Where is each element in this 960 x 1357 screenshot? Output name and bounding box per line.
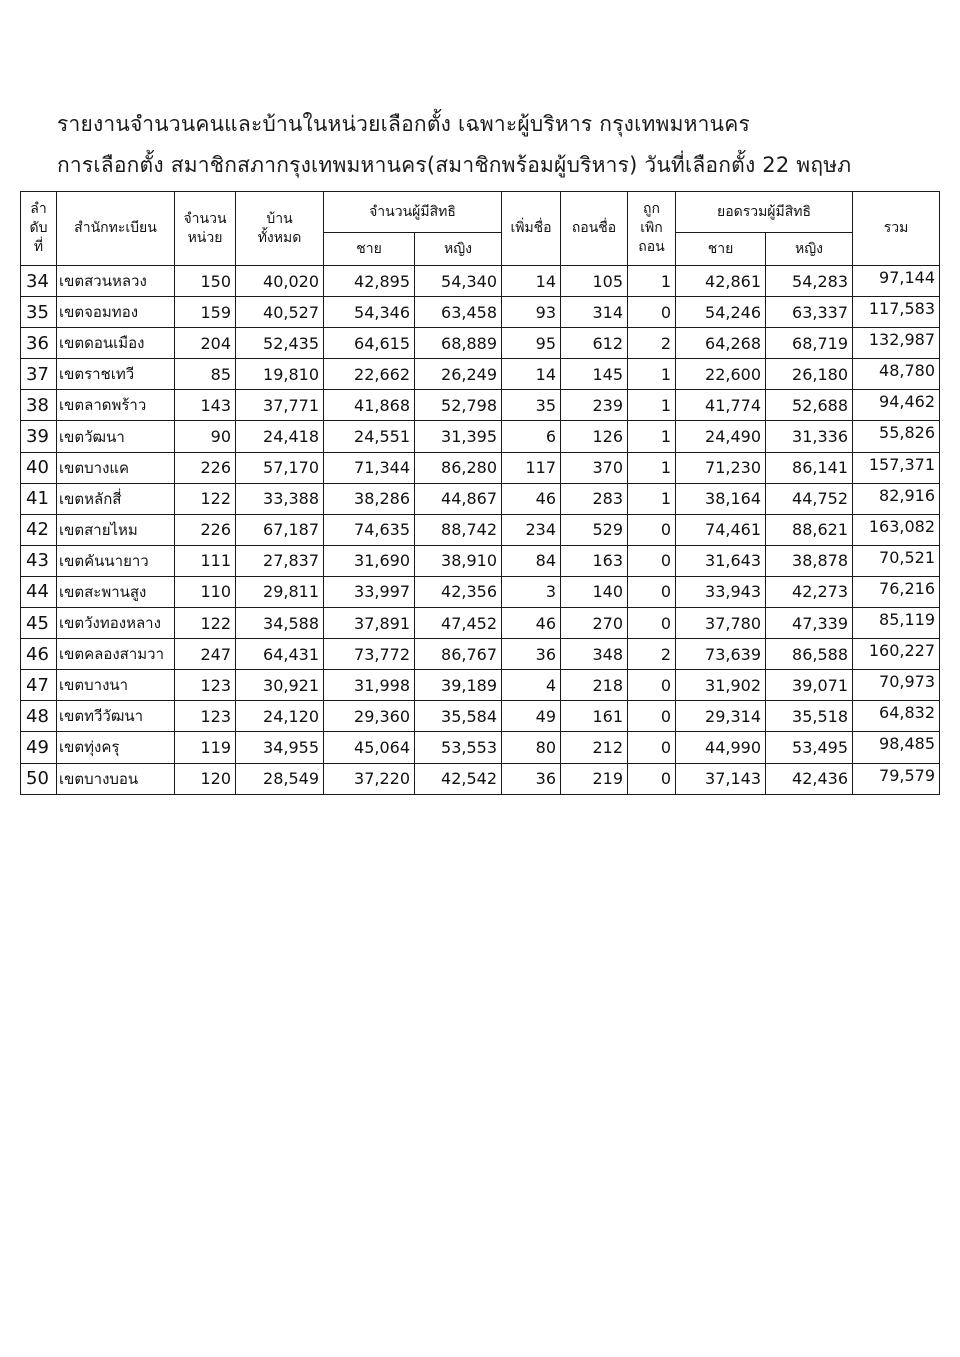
col-header-male: ชาย (324, 233, 415, 266)
cell-added: 49 (502, 701, 561, 732)
cell-added: 80 (502, 732, 561, 763)
cell-total: 117,583 (853, 297, 940, 328)
houses-header-line2: ทั้งหมด (257, 229, 302, 246)
cell-units: 226 (175, 514, 236, 545)
cell-units: 247 (175, 639, 236, 670)
cell-houses: 33,388 (236, 483, 324, 514)
col-header-added: เพิ่มชื่อ (502, 192, 561, 266)
col-header-female: หญิง (415, 233, 502, 266)
cell-houses: 37,771 (236, 390, 324, 421)
cell-male: 74,635 (324, 514, 415, 545)
cell-office: เขตสายไหม (57, 514, 175, 545)
cell-removed: 218 (561, 670, 628, 701)
cell-male: 37,891 (324, 608, 415, 639)
houses-header-line1: บ้าน (266, 210, 293, 227)
cell-total-female: 35,518 (766, 701, 853, 732)
cell-total: 70,521 (853, 545, 940, 576)
cell-removed: 145 (561, 359, 628, 390)
cell-total-male: 42,861 (676, 266, 766, 297)
table-row (21, 483, 940, 514)
cell-total-male: 29,314 (676, 701, 766, 732)
col-header-units (175, 192, 236, 266)
cell-female: 86,280 (415, 452, 502, 483)
cell-total: 157,371 (853, 452, 940, 483)
cell-total: 94,462 (853, 390, 940, 421)
cell-total: 55,826 (853, 421, 940, 452)
cell-male: 71,344 (324, 452, 415, 483)
cell-total-male: 73,639 (676, 639, 766, 670)
cell-office: เขตทุ่งครุ (57, 732, 175, 763)
cell-houses: 24,120 (236, 701, 324, 732)
cell-added: 36 (502, 763, 561, 794)
cell-male: 38,286 (324, 483, 415, 514)
cell-male: 22,662 (324, 359, 415, 390)
table-row (21, 359, 940, 390)
cell-no: 35 (21, 297, 57, 328)
cell-total-male: 37,780 (676, 608, 766, 639)
cell-female: 68,889 (415, 328, 502, 359)
registration-table (20, 191, 940, 795)
cell-revoked: 2 (628, 639, 676, 670)
table-row (21, 390, 940, 421)
col-header-total: รวม (853, 192, 940, 266)
cell-units: 122 (175, 608, 236, 639)
cell-male: 31,690 (324, 545, 415, 576)
cell-male: 31,998 (324, 670, 415, 701)
cell-no: 37 (21, 359, 57, 390)
cell-total-female: 86,588 (766, 639, 853, 670)
cell-added: 14 (502, 266, 561, 297)
cell-office: เขตหลักสี่ (57, 483, 175, 514)
cell-added: 93 (502, 297, 561, 328)
cell-added: 95 (502, 328, 561, 359)
table-row (21, 670, 940, 701)
table-body (21, 266, 940, 795)
cell-units: 120 (175, 763, 236, 794)
cell-female: 31,395 (415, 421, 502, 452)
col-header-houses (236, 192, 324, 266)
cell-male: 64,615 (324, 328, 415, 359)
cell-female: 42,356 (415, 576, 502, 607)
cell-removed: 105 (561, 266, 628, 297)
cell-total: 97,144 (853, 266, 940, 297)
cell-units: 122 (175, 483, 236, 514)
cell-added: 6 (502, 421, 561, 452)
cell-total-female: 42,436 (766, 763, 853, 794)
cell-removed: 212 (561, 732, 628, 763)
cell-houses: 27,837 (236, 545, 324, 576)
report-subtitle: การเลือกตั้ง สมาชิกสภากรุงเทพมหานคร(สมาชิกพร้อมผู้บริหาร) วันที่เลือกตั้ง 22 พฤษภ (57, 153, 852, 177)
cell-male: 33,997 (324, 576, 415, 607)
cell-houses: 40,020 (236, 266, 324, 297)
table-row (21, 421, 940, 452)
cell-revoked: 0 (628, 670, 676, 701)
cell-houses: 52,435 (236, 328, 324, 359)
cell-revoked: 1 (628, 421, 676, 452)
cell-female: 52,798 (415, 390, 502, 421)
cell-total-male: 64,268 (676, 328, 766, 359)
table-row (21, 732, 940, 763)
cell-revoked: 0 (628, 297, 676, 328)
col-header-seq (21, 192, 57, 266)
table-row (21, 545, 940, 576)
cell-female: 54,340 (415, 266, 502, 297)
cell-houses: 40,527 (236, 297, 324, 328)
seq-header-line2: ดับ (29, 220, 48, 236)
cell-added: 35 (502, 390, 561, 421)
cell-office: เขตบางบอน (57, 763, 175, 794)
cell-removed: 239 (561, 390, 628, 421)
cell-no: 42 (21, 514, 57, 545)
cell-units: 90 (175, 421, 236, 452)
col-header-revoked (628, 192, 676, 266)
cell-total: 85,119 (853, 608, 940, 639)
cell-revoked: 0 (628, 763, 676, 794)
cell-no: 45 (21, 608, 57, 639)
cell-female: 88,742 (415, 514, 502, 545)
seq-header-line1: ลำ (30, 201, 47, 217)
cell-revoked: 0 (628, 514, 676, 545)
cell-total: 76,216 (853, 576, 940, 607)
cell-office: เขตลาดพร้าว (57, 390, 175, 421)
cell-houses: 67,187 (236, 514, 324, 545)
cell-total-female: 47,339 (766, 608, 853, 639)
cell-male: 37,220 (324, 763, 415, 794)
cell-total-female: 54,283 (766, 266, 853, 297)
cell-total-female: 31,336 (766, 421, 853, 452)
cell-added: 3 (502, 576, 561, 607)
cell-revoked: 0 (628, 732, 676, 763)
cell-total-female: 53,495 (766, 732, 853, 763)
cell-total-female: 68,719 (766, 328, 853, 359)
cell-female: 63,458 (415, 297, 502, 328)
col-header-office: สำนักทะเบียน (57, 192, 175, 266)
cell-female: 39,189 (415, 670, 502, 701)
cell-total-male: 31,902 (676, 670, 766, 701)
seq-header-line3: ที่ (33, 239, 44, 255)
cell-office: เขตจอมทอง (57, 297, 175, 328)
cell-office: เขตบางแค (57, 452, 175, 483)
cell-added: 234 (502, 514, 561, 545)
cell-units: 226 (175, 452, 236, 483)
units-header-line1: จำนวน (183, 210, 227, 227)
table-row (21, 639, 940, 670)
cell-removed: 314 (561, 297, 628, 328)
cell-no: 41 (21, 483, 57, 514)
cell-no: 39 (21, 421, 57, 452)
cell-total: 48,780 (853, 359, 940, 390)
cell-total-male: 38,164 (676, 483, 766, 514)
cell-total-male: 74,461 (676, 514, 766, 545)
cell-total: 70,973 (853, 670, 940, 701)
cell-added: 117 (502, 452, 561, 483)
cell-total-male: 41,774 (676, 390, 766, 421)
cell-units: 110 (175, 576, 236, 607)
cell-total-male: 54,246 (676, 297, 766, 328)
col-header-total-female: หญิง (766, 233, 853, 266)
cell-added: 36 (502, 639, 561, 670)
table-row (21, 266, 940, 297)
cell-revoked: 1 (628, 359, 676, 390)
cell-houses: 28,549 (236, 763, 324, 794)
table-row (21, 297, 940, 328)
cell-total-male: 31,643 (676, 545, 766, 576)
cell-added: 84 (502, 545, 561, 576)
cell-office: เขตวัฒนา (57, 421, 175, 452)
cell-houses: 19,810 (236, 359, 324, 390)
cell-total: 98,485 (853, 732, 940, 763)
cell-no: 34 (21, 266, 57, 297)
table-row (21, 452, 940, 483)
cell-revoked: 2 (628, 328, 676, 359)
cell-total-female: 26,180 (766, 359, 853, 390)
table-row (21, 763, 940, 794)
cell-no: 40 (21, 452, 57, 483)
cell-office: เขตราชเทวี (57, 359, 175, 390)
cell-total-female: 44,752 (766, 483, 853, 514)
cell-removed: 529 (561, 514, 628, 545)
cell-office: เขตคลองสามวา (57, 639, 175, 670)
cell-office: เขตบางนา (57, 670, 175, 701)
cell-units: 111 (175, 545, 236, 576)
cell-no: 43 (21, 545, 57, 576)
report-title: รายงานจำนวนคนและบ้านในหน่วยเลือกตั้ง เฉพาะผู้บริหาร กรุงเทพมหานคร (57, 112, 750, 136)
cell-total-male: 44,990 (676, 732, 766, 763)
cell-male: 41,868 (324, 390, 415, 421)
cell-office: เขตดอนเมือง (57, 328, 175, 359)
cell-male: 42,895 (324, 266, 415, 297)
table-row (21, 514, 940, 545)
cell-female: 53,553 (415, 732, 502, 763)
table-row (21, 328, 940, 359)
revoked-header-line2: เพิก (640, 220, 663, 236)
cell-removed: 161 (561, 701, 628, 732)
cell-units: 123 (175, 701, 236, 732)
cell-total-female: 52,688 (766, 390, 853, 421)
cell-female: 86,767 (415, 639, 502, 670)
cell-units: 204 (175, 328, 236, 359)
col-header-eligible-total: ยอดรวมผู้มีสิทธิ (676, 192, 853, 233)
cell-units: 150 (175, 266, 236, 297)
revoked-header-line3: ถอน (638, 239, 665, 255)
cell-total-male: 33,943 (676, 576, 766, 607)
cell-female: 26,249 (415, 359, 502, 390)
cell-total-female: 39,071 (766, 670, 853, 701)
cell-removed: 163 (561, 545, 628, 576)
cell-female: 44,867 (415, 483, 502, 514)
cell-revoked: 0 (628, 701, 676, 732)
cell-male: 24,551 (324, 421, 415, 452)
cell-office: เขตสะพานสูง (57, 576, 175, 607)
cell-removed: 140 (561, 576, 628, 607)
cell-total-male: 24,490 (676, 421, 766, 452)
col-header-eligible: จำนวนผู้มีสิทธิ (324, 192, 502, 233)
cell-no: 48 (21, 701, 57, 732)
cell-added: 14 (502, 359, 561, 390)
cell-houses: 34,955 (236, 732, 324, 763)
cell-total-male: 71,230 (676, 452, 766, 483)
cell-revoked: 0 (628, 545, 676, 576)
table-row (21, 608, 940, 639)
cell-male: 54,346 (324, 297, 415, 328)
cell-added: 46 (502, 483, 561, 514)
cell-added: 4 (502, 670, 561, 701)
table-row (21, 701, 940, 732)
cell-removed: 283 (561, 483, 628, 514)
cell-total-male: 37,143 (676, 763, 766, 794)
cell-no: 44 (21, 576, 57, 607)
cell-removed: 270 (561, 608, 628, 639)
cell-total-female: 63,337 (766, 297, 853, 328)
cell-units: 85 (175, 359, 236, 390)
cell-female: 42,542 (415, 763, 502, 794)
cell-total-female: 42,273 (766, 576, 853, 607)
cell-units: 159 (175, 297, 236, 328)
cell-no: 46 (21, 639, 57, 670)
cell-houses: 57,170 (236, 452, 324, 483)
cell-female: 38,910 (415, 545, 502, 576)
cell-male: 73,772 (324, 639, 415, 670)
cell-houses: 30,921 (236, 670, 324, 701)
cell-female: 47,452 (415, 608, 502, 639)
cell-total-female: 86,141 (766, 452, 853, 483)
cell-male: 29,360 (324, 701, 415, 732)
cell-no: 50 (21, 763, 57, 794)
cell-total: 163,082 (853, 514, 940, 545)
cell-total: 79,579 (853, 763, 940, 794)
cell-no: 38 (21, 390, 57, 421)
cell-houses: 24,418 (236, 421, 324, 452)
cell-units: 119 (175, 732, 236, 763)
cell-removed: 612 (561, 328, 628, 359)
cell-removed: 370 (561, 452, 628, 483)
units-header-line2: หน่วย (187, 229, 223, 246)
cell-office: เขตคันนายาว (57, 545, 175, 576)
cell-removed: 348 (561, 639, 628, 670)
cell-no: 36 (21, 328, 57, 359)
cell-houses: 34,588 (236, 608, 324, 639)
cell-total: 160,227 (853, 639, 940, 670)
cell-revoked: 0 (628, 608, 676, 639)
cell-no: 49 (21, 732, 57, 763)
cell-no: 47 (21, 670, 57, 701)
table-row (21, 576, 940, 607)
cell-total: 132,987 (853, 328, 940, 359)
cell-male: 45,064 (324, 732, 415, 763)
cell-revoked: 0 (628, 576, 676, 607)
cell-total: 82,916 (853, 483, 940, 514)
revoked-header-line1: ถูก (643, 201, 660, 217)
cell-office: เขตสวนหลวง (57, 266, 175, 297)
cell-total: 64,832 (853, 701, 940, 732)
cell-office: เขตวังทองหลาง (57, 608, 175, 639)
cell-office: เขตทวีวัฒนา (57, 701, 175, 732)
cell-houses: 29,811 (236, 576, 324, 607)
cell-removed: 219 (561, 763, 628, 794)
cell-total-female: 88,621 (766, 514, 853, 545)
cell-revoked: 1 (628, 266, 676, 297)
cell-houses: 64,431 (236, 639, 324, 670)
cell-revoked: 1 (628, 390, 676, 421)
col-header-removed: ถอนชื่อ (561, 192, 628, 266)
col-header-total-male: ชาย (676, 233, 766, 266)
cell-revoked: 1 (628, 483, 676, 514)
cell-total-female: 38,878 (766, 545, 853, 576)
cell-female: 35,584 (415, 701, 502, 732)
cell-total-male: 22,600 (676, 359, 766, 390)
cell-removed: 126 (561, 421, 628, 452)
cell-units: 123 (175, 670, 236, 701)
cell-revoked: 1 (628, 452, 676, 483)
cell-added: 46 (502, 608, 561, 639)
cell-units: 143 (175, 390, 236, 421)
